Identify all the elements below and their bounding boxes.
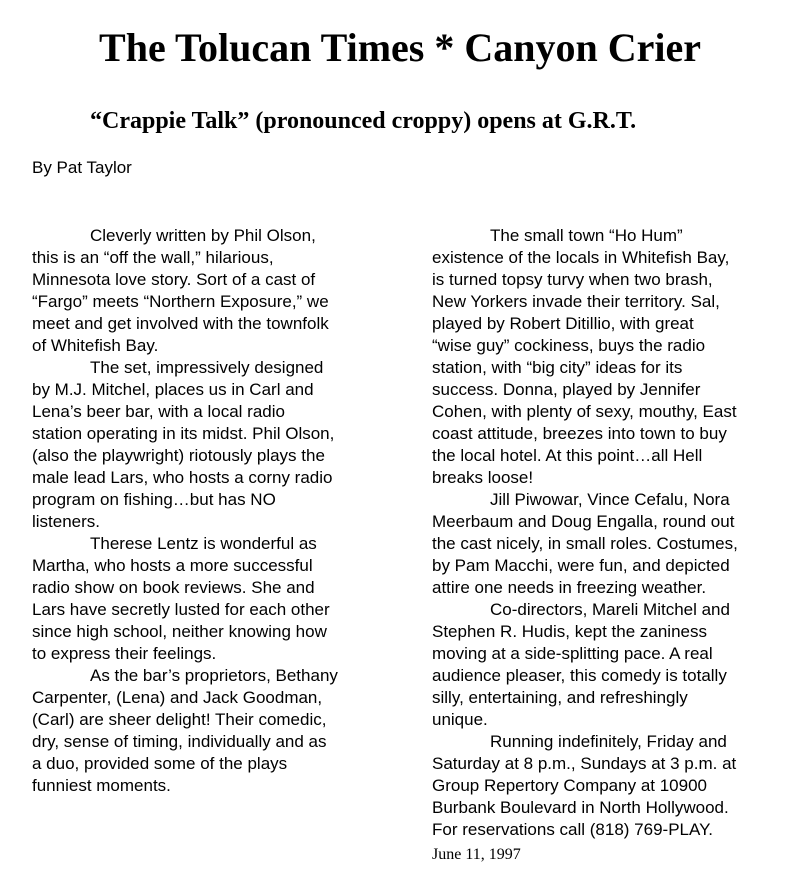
article-line: Group Repertory Company at 10900 [432,776,707,795]
article-paragraph [432,731,777,841]
article-line: is turned topsy turvy when two brash, [432,270,713,289]
article-line: Stephen R. Hudis, kept the zaniness [432,622,707,641]
article-line: meet and get involved with the townfolk [32,314,329,333]
article-line: Cohen, with plenty of sexy, mouthy, East [432,402,737,421]
article-line: New Yorkers invade their territory. Sal, [432,292,720,311]
article-line: existence of the locals in Whitefish Bay, [432,248,730,267]
article-paragraph [32,225,372,357]
article-paragraph [32,357,372,533]
article-line: a duo, provided some of the plays [32,754,288,773]
article-line: of Whitefish Bay. [32,336,159,355]
article-line: (also the playwright) riotously plays the [32,446,325,465]
article-line: For reservations call (818) 769-PLAY. [432,820,713,839]
article-line: Meerbaum and Doug Engalla, round out [432,512,735,531]
article-line: moving at a side-splitting pace. A real [432,644,713,663]
article-line: “Fargo” meets “Northern Exposure,” we [32,292,329,311]
article-line: coast attitude, breezes into town to buy [432,424,727,443]
article-line: Carpenter, (Lena) and Jack Goodman, [32,688,323,707]
article-line: listeners. [32,512,101,531]
article-line: Saturday at 8 p.m., Sundays at 3 p.m. at [432,754,737,773]
article-line: the cast nicely, in small roles. Costumes, [432,534,738,553]
article-line: played by Robert Ditillio, with great [432,314,694,333]
article-line: the local hotel. At this point…all Hell [432,446,703,465]
article-date: June 11, 1997 [432,846,521,863]
article-line: Therese Lentz is wonderful as [90,534,317,553]
article-line: attire one needs in freezing weather. [432,578,707,597]
article-line: “wise guy” cockiness, buys the radio [432,336,706,355]
article-line: program on fishing…but has NO [32,490,276,509]
article-line: by M.J. Mitchel, places us in Carl and [32,380,314,399]
article-paragraph [432,225,777,489]
article-line: Cleverly written by Phil Olson, [90,226,316,245]
article-line: Running indefinitely, Friday and [490,732,727,751]
article-line: dry, sense of timing, individually and as [32,732,327,751]
article-line: The set, impressively designed [90,358,324,377]
article-line: unique. [432,710,488,729]
masthead-title: The Tolucan Times * Canyon Crier [99,25,701,70]
right-column [432,225,777,841]
article-line: audience pleaser, this comedy is totally [432,666,727,685]
article-line: success. Donna, played by Jennifer [432,380,701,399]
article-line: male lead Lars, who hosts a corny radio [32,468,333,487]
article-line: As the bar’s proprietors, Bethany [90,666,338,685]
left-column [32,225,372,797]
article-line: this is an “off the wall,” hilarious, [32,248,274,267]
article-line: Co-directors, Mareli Mitchel and [490,600,730,619]
article-line: station, with “big city” ideas for its [432,358,683,377]
article-line: Minnesota love story. Sort of a cast of [32,270,316,289]
article-line: by Pam Macchi, were fun, and depicted [432,556,730,575]
article-paragraph [32,665,372,797]
article-byline: By Pat Taylor [32,158,132,177]
article-line: Lars have secretly lusted for each other [32,600,330,619]
article-line: Jill Piwowar, Vince Cefalu, Nora [490,490,730,509]
article-line: silly, entertaining, and refreshingly [432,688,688,707]
article-line: since high school, neither knowing how [32,622,327,641]
article-line: radio show on book reviews. She and [32,578,315,597]
article-line: Burbank Boulevard in North Hollywood. [432,798,729,817]
article-paragraph [432,599,777,731]
article-line: Lena’s beer bar, with a local radio [32,402,285,421]
article-line: (Carl) are sheer delight! Their comedic, [32,710,327,729]
article-line: station operating in its midst. Phil Olson, [32,424,335,443]
article-paragraph [432,489,777,599]
article-headline: “Crappie Talk” (pronounced croppy) opens at G.R.T. [90,108,637,134]
article-line: to express their feelings. [32,644,217,663]
article-line: funniest moments. [32,776,171,795]
article-line: Martha, who hosts a more successful [32,556,313,575]
article-line: breaks loose! [432,468,534,487]
article-line: The small town “Ho Hum” [490,226,683,245]
article-paragraph [32,533,372,665]
